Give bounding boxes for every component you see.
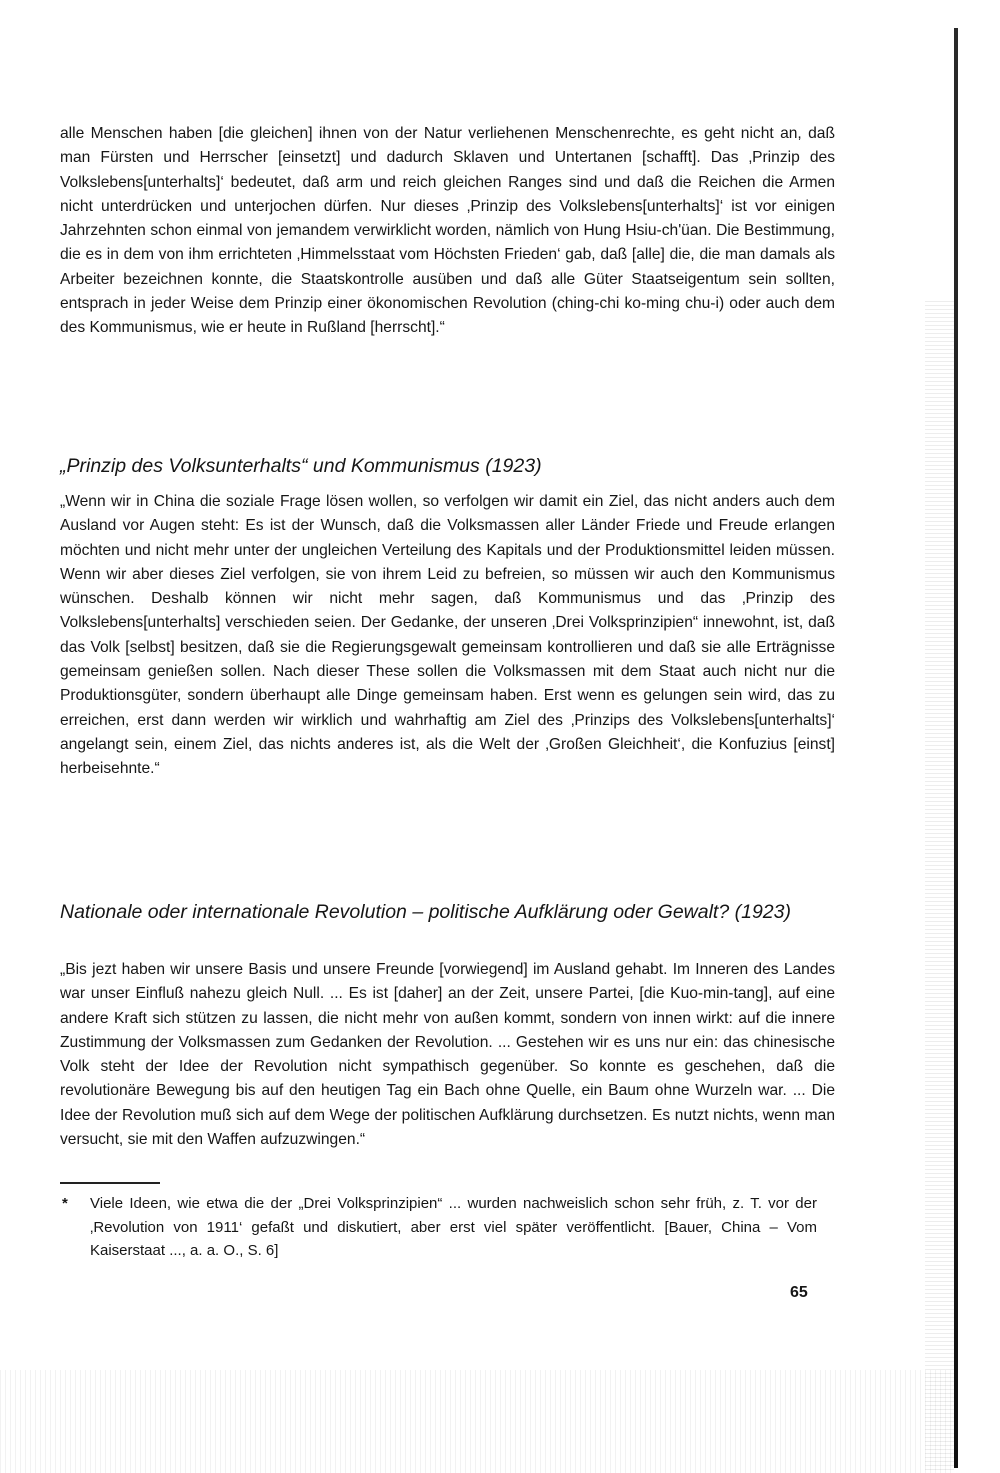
body-paragraph [60, 958, 835, 1152]
paragraph-text: alle Menschen haben [die gleichen] ihnen von der Natur verliehenen Menschenrechte, es geht nicht an, daß man Fürsten und Herrscher [einsetzt] und dadurch Sklaven und Untertanen [schafft]. Das ‚Prinzip des Volkslebens[unterhalts]‘ bedeutet, daß arm und reich gleichen Ranges sind und daß die Reichen die Armen nicht unterdrücken und unterjochen dürfen. Nur dieses ‚Prinzip des Volkslebens[unterhalts]‘ ist vor einigen Jahrzehnten schon einmal von jemandem verwirklicht worden, nämlich von Hung Hsiu-ch'üan. Die Bestimmung, die es in dem von ihm errichteten ‚Himmelsstaat vom Höchsten Frieden‘ gab, daß [alle] die, die man damals als Arbeiter bezeichnen konnte, die Staatskontrolle ausüben und daß alle Güter Staatseigentum sein sollten, entsprach in jeder Weise dem Prinzip einer ökonomischen Revolution (ching-chi ko-ming chu-i) oder auch dem des Kommunismus, wie er heute in Rußland [herrscht].“ [60, 125, 835, 337]
footnote-marker: * [62, 1195, 68, 1212]
paragraph-text: „Bis jezt haben wir unsere Basis und unsere Freunde [vorwiegend] im Ausland gehabt. Im Inneren des Landes war unser Einfluß nahezu gleich Null. ... Es ist [daher] an der Zeit, unsere Partei, [die Kuo-min-tang], auf eine andere Kraft sich stützen zu lassen, die nicht mehr von außen kommt, sondern von innen wirkt: auf die innere Zustimmung der Volksmassen zum Gedanken der Revolution. ... Gestehen wir es uns nur ein: das chinesische Volk steht der Idee der Revolution nicht sympathisch gegenüber. So konnte es geschehen, daß die revolutionäre Bewegung bis auf den heutigen Tag ein Bach ohne Quelle, ein Baum ohne Wurzeln war. ... Die Idee der Revolution muß sich auf dem Wege der politischen Aufklärung durchsetzen. Es nutzt nichts, wenn man versucht, sie mit den Waffen aufzuzwingen.“ [60, 961, 835, 1149]
section-heading: Nationale oder internationale Revolution – politische Aufklärung oder Gewalt? (1923) [60, 901, 791, 924]
paragraph-text: „Wenn wir in China die soziale Frage lösen wollen, so verfolgen wir damit ein Ziel, das nicht anders auch dem Ausland vor Augen steht: Es ist der Wunsch, daß die Volksmassen aller Länder Friede und Freude erlangen möchten und nicht mehr unter der ungleichen Verteilung des Kapitals und der Produktionsmittel leiden müssen. Wenn wir aber dieses Ziel verfolgen, sie von ihrem Leid zu befreien, so müssen wir auch den Kommunismus wünschen. Deshalb können wir nicht mehr sagen, daß Kommunismus und das ‚Prinzip des Volkslebens[unterhalts] verschieden seien. Der Gedanke, der unseren ‚Drei Volksprinzipien“ innewohnt, ist, daß das Volk [selbst] besitzen, daß sie die Regierungsgewalt gemeinsam kontrollieren und daß sie alle Erträgnisse gemeinsam genießen sollen. Nach dieser These sollen die Volksmassen mit dem Staat auch nicht nur die Produktionsgüter, sondern überhaupt alle Dinge gemeinsam haben. Erst wenn es gelungen sein wird, das zu erreichen, erst dann werden wir wirklich und wahrhaftig am Ziel des ‚Prinzips des Volkslebens[unterhalts]‘ angelangt sein, einem Ziel, das nichts anderes ist, als die Welt der ‚Großen Gleichheit‘, die Konfuzius [einst] herbeisehnte.“ [60, 493, 835, 778]
footnote-text: Viele Ideen, wie etwa die der „Drei Volksprinzipien“ ... wurden nachweislich schon sehr früh, z. T. vor der ‚Revolution von 1911‘ gefaßt und diskutiert, aber erst viel später veröffentlicht. [Bauer, China – Vom Kaiserstaat ..., a. a. O., S. 6] [90, 1195, 817, 1259]
page-number: 65 [790, 1284, 808, 1301]
page-binding-edge [954, 28, 958, 1468]
body-paragraph [60, 122, 835, 341]
section-heading: „Prinzip des Volksunterhalts“ und Kommunismus (1923) [60, 455, 542, 478]
scan-edge-shadow [925, 300, 954, 1470]
body-paragraph [60, 490, 835, 782]
footnote-divider [60, 1182, 160, 1184]
scan-bottom-shadow [0, 1370, 954, 1473]
footnote [62, 1192, 817, 1263]
